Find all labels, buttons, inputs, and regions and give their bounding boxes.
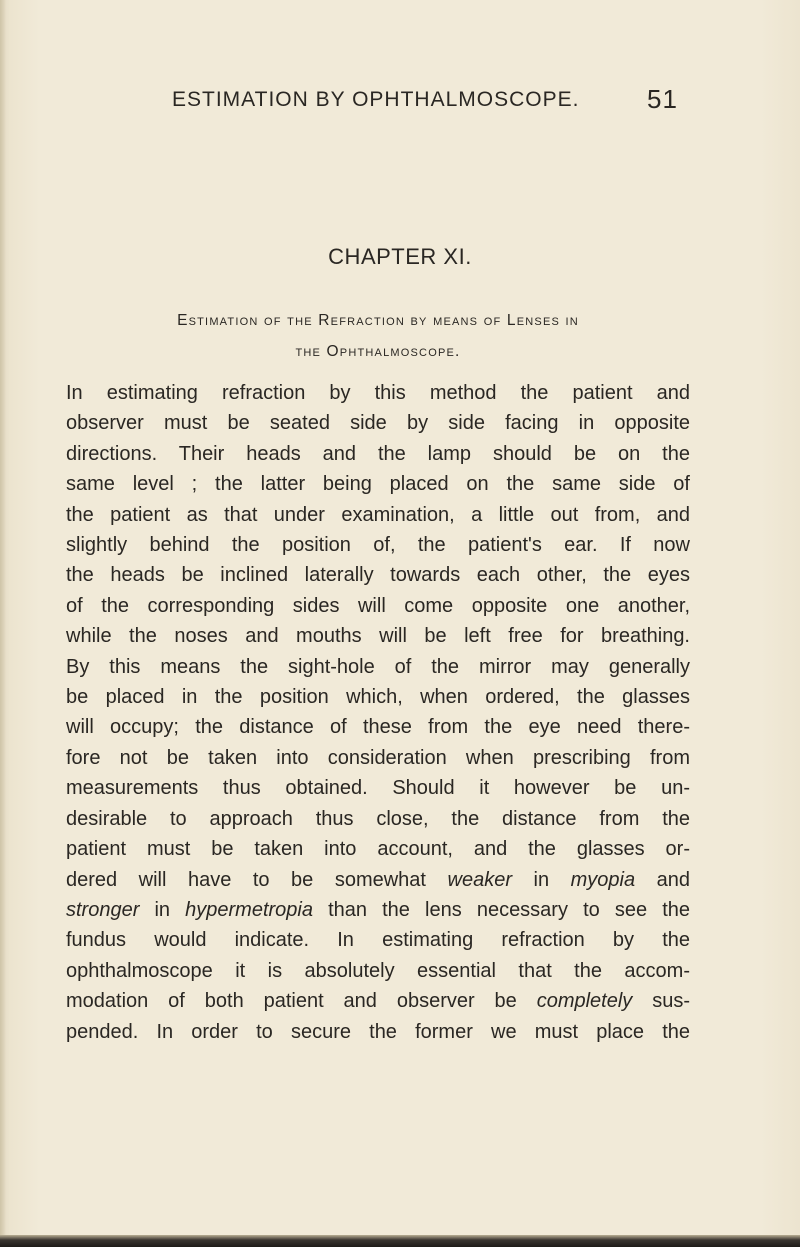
italic-term: myopia — [570, 868, 636, 891]
text-line: pended. In order to secure the former we must place the — [66, 1020, 690, 1043]
text-line: In estimating refraction by this method the patient and — [66, 382, 690, 404]
text-line: patient must be taken into account, and the glasses or- — [66, 838, 690, 861]
page-gutter-shadow — [0, 0, 6, 1247]
text-run: in — [512, 868, 571, 891]
text-run: modation of both patient and observer be — [66, 990, 537, 1013]
text-line: while the noses and mouths will be left free for breathing. — [66, 625, 690, 648]
text-line: will occupy; the distance of these from the eye need there- — [66, 716, 690, 739]
text-run: dered will have to be somewhat — [66, 868, 448, 891]
text-line: observer must be seated side by side facing in opposite — [66, 412, 690, 435]
text-line — [66, 986, 690, 1016]
text-line: of the corresponding sides will come opposite one another, — [66, 594, 690, 617]
text-run: sus- — [632, 990, 691, 1013]
text-line — [66, 895, 690, 925]
italic-term: hypermetropia — [185, 898, 313, 921]
text-line: the heads be inclined laterally towards each other, the eyes — [66, 564, 690, 587]
section-title-line-1: Estimation of the Refraction by means of Lenses in — [177, 312, 579, 329]
body-paragraph — [66, 378, 690, 1047]
section-title — [66, 305, 690, 367]
bottom-edge-bar — [0, 1235, 800, 1247]
text-run: than the lens necessary to see the — [313, 898, 690, 921]
text-run: in — [139, 898, 186, 921]
text-line: be placed in the position which, when ordered, the glasses — [66, 686, 690, 709]
text-line: slightly behind the position of, the patient's ear. If now — [66, 534, 690, 557]
text-line: the patient as that under examination, a little out from, and — [66, 503, 690, 526]
italic-term: completely — [536, 990, 633, 1013]
text-line: ophthalmoscope it is absolutely essential that the accom- — [66, 959, 690, 982]
text-line: measurements thus obtained. Should it however be un- — [66, 777, 690, 800]
section-title-line-2: the Ophthalmoscope. — [295, 343, 461, 360]
text-line: desirable to approach thus close, the distance from the — [66, 807, 690, 830]
text-line: By this means the sight-hole of the mirror may generally — [66, 655, 690, 678]
chapter-heading: CHAPTER XI. — [328, 244, 472, 269]
italic-term: weaker — [447, 868, 512, 891]
text-line: fore not be taken into consideration when prescribing from — [66, 746, 690, 769]
page-number: 51 — [647, 84, 678, 114]
text-line: directions. Their heads and the lamp should be on the — [66, 442, 690, 465]
running-title: ESTIMATION BY OPHTHALMOSCOPE. — [172, 88, 580, 111]
text-run: and — [635, 868, 691, 891]
italic-term: stronger — [66, 898, 140, 921]
text-line — [66, 865, 690, 895]
text-line: same level ; the latter being placed on the same side of — [66, 473, 690, 496]
text-line: fundus would indicate. In estimating refraction by the — [66, 929, 690, 952]
